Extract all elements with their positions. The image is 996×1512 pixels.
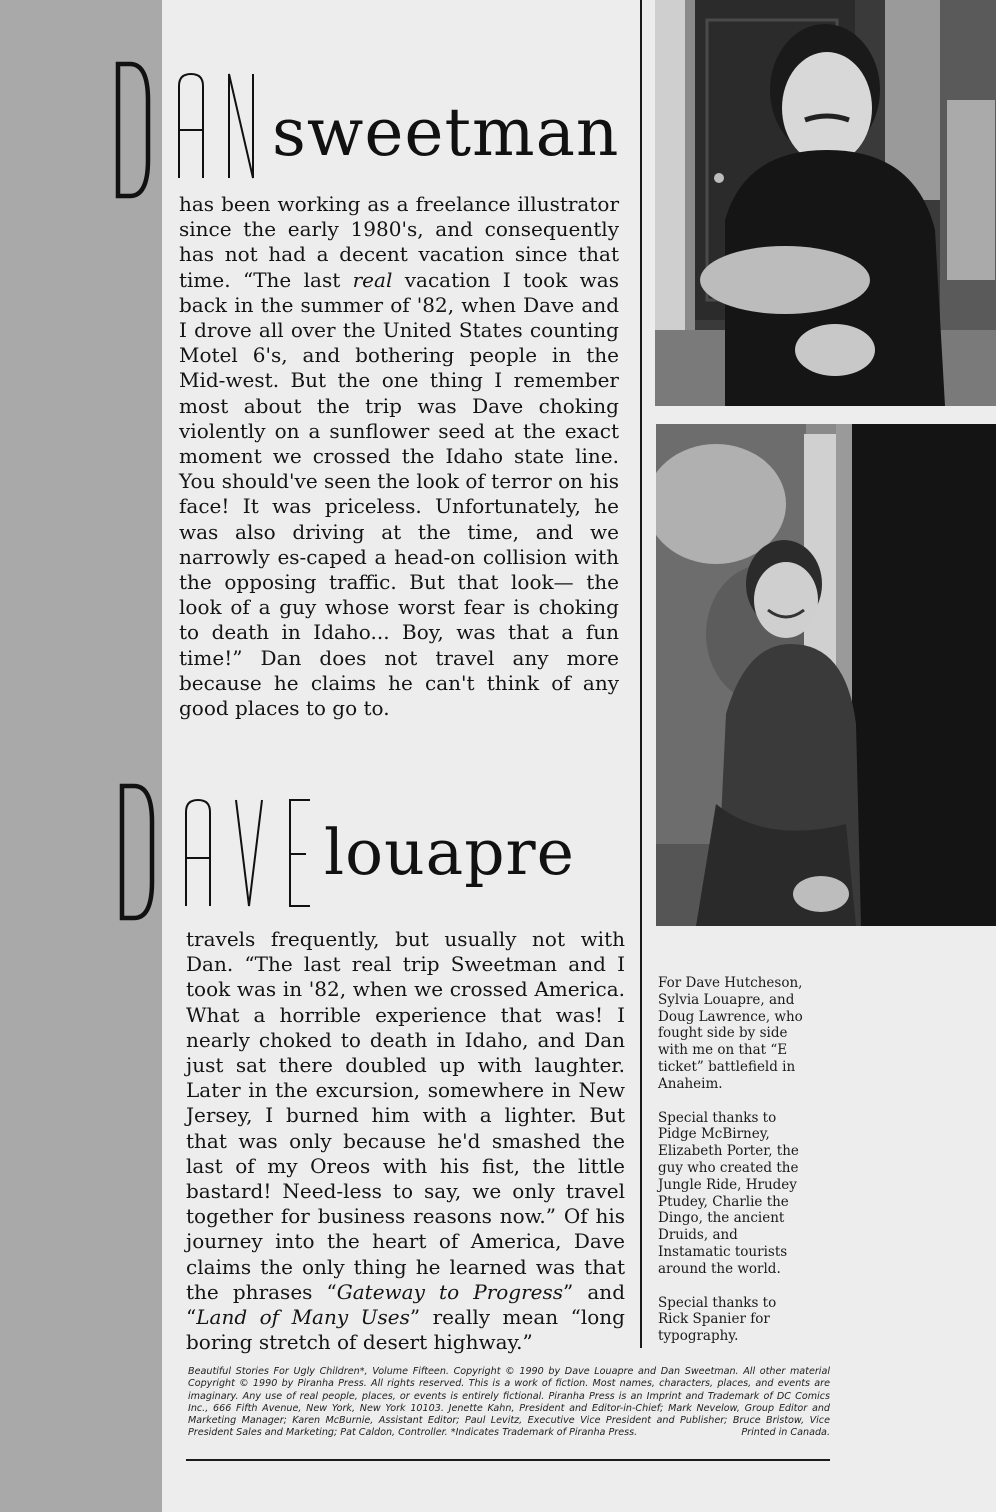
initial-a-dan [176,72,206,180]
initial-d-dave [116,782,156,922]
initial-a-dave [183,798,213,908]
surname-louapre: louapre [324,816,575,889]
initial-v-dave [234,798,264,908]
column-divider [640,0,642,1348]
typography-thanks: Special thanks to Rick Spanier for typography. [658,1294,777,1345]
special-thanks: Special thanks to Pidge McBirney, Elizabeth Porter, the guy who created the Jungle Ride, Hrudey Ptudey, Charlie the Dingo, the ancient Druids, and Instamatic tourists around the world. [658,1109,799,1277]
photo-dave-louapre [656,424,996,926]
bottom-rule [186,1459,830,1461]
initial-n-dan [226,72,256,180]
sidebar-notes [658,975,808,1362]
gray-side-band [0,0,162,1512]
bio-dave-louapre: travels frequently, but usually not with Dan. “The last real trip Sweetman and I took was in '82, when we crossed America. What a horrible experience that was! I nearly choked to death in Idaho, and Dan just sat there doubled up with laughter. Later in the excursion, somewhere in New Jersey, I burned him with a lighter. But that was only because he'd smashed the last of my Oreos with his fist, the little bastard! Need-less to say, we only travel together for business reasons now.” Of his journey into the heart of America, Dave claims the only thing he learned was that the phrases “Gateway to Progress” and “Land of Many Uses” really mean “long boring stretch of desert highway.” [186,927,625,1355]
initial-e-dave [284,798,314,908]
bio-dan-sweetman: has been working as a freelance illustrator since the early 1980's, and consequently has not had a decent vacation since that time. “The last real vacation I took was back in the summer of '82, when Dave and I drove all over the United States counting Motel 6's, and bothering people in the Mid-west. But the one thing I remember most about the trip was Dave choking violently on a sunflower seed at the exact moment we crossed the Idaho state line. You should've seen the look of terror on his face! It was priceless. Unfortunately, he was also driving at the time, and we narrowly es-caped a head-on collision with the opposing traffic. But that look— the look of a guy whose worst fear is choking to death in Idaho... Boy, was that a fun time!” Dan does not travel any more because he claims he can't think of any good places to go to. [179,192,619,721]
printed-in: Printed in Canada. [741,1427,830,1439]
copyright-credits: Beautiful Stories For Ugly Children*, Volume Fifteen. Copyright © 1990 by Dave Louapre and Dan Sweetman. All other material Copyright © 1990 by Piranha Press. All rights reserved. This is a work of fiction. Most names, characters, places, and events are imaginary. Any use of real people, places, or events is entirely fictional. Piranha Press is an Imprint and Trademark of DC Comics Inc., 666 Fifth Avenue, New York, New York 10103. Jenette Kahn, President and Editor-in-Chief; Mark Nevelow, Group Editor and Marketing Manager; Karen McBurnie, Assistant Editor; Paul Levitz, Executive Vice President and Publisher; Bruce Bristow, Vice President Sales and Marketing; Pat Caldon, Controller. *Indicates Trademark of Piranha Press. Printed in Canada. [188,1366,830,1439]
dedication: For Dave Hutcheson, Sylvia Louapre, and Doug Lawrence, who fought side by side with me on that “E ticket” battlefield in Anaheim. [658,975,803,1092]
surname-sweetman: sweetman [272,94,620,171]
photo-dan-sweetman [655,0,996,406]
initial-d-dan [112,60,152,200]
